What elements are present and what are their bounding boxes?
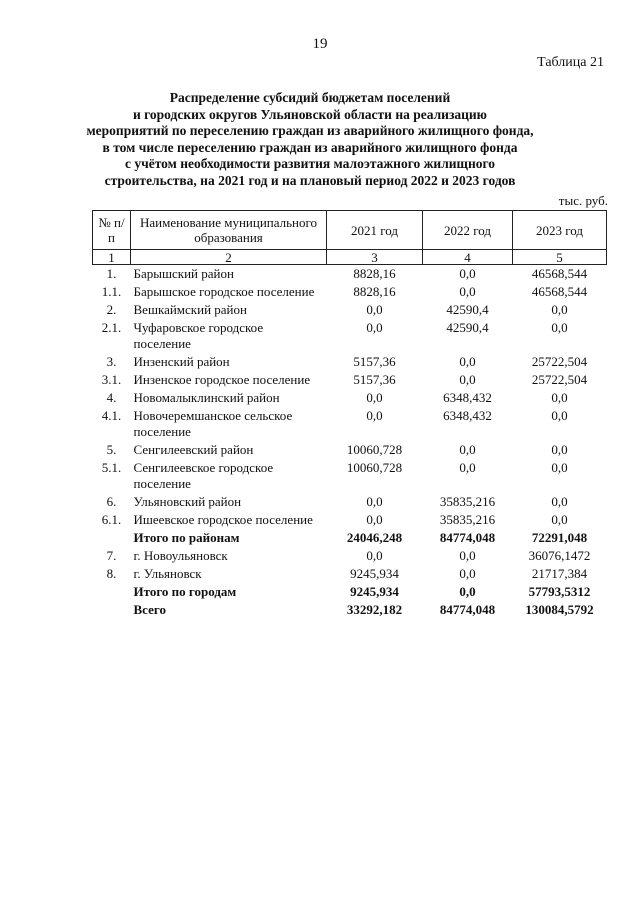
title-line: Распределение субсидий бюджетам поселений [169, 90, 451, 105]
value-2023: 0,0 [551, 494, 568, 509]
title-line: мероприятий по переселению граждан из аварийного жилищного фонда, [86, 123, 534, 138]
table-row [93, 601, 607, 619]
value-2021: 0,0 [366, 390, 383, 405]
municipality-name: Инзенское городское поселение [133, 372, 311, 387]
value-2022: 84774,048 [439, 530, 496, 545]
table-row [93, 407, 607, 441]
header-cell-number: № п/п [93, 211, 131, 250]
value-2022: 0,0 [459, 548, 476, 563]
table-label: Таблица 21 [537, 55, 604, 70]
row-number: 2. [106, 302, 117, 317]
value-2023: 0,0 [551, 408, 568, 423]
municipality-name: Итого по городам [133, 584, 237, 599]
value-2021: 9245,934 [350, 566, 399, 581]
title-line: и городских округов Ульяновской области на реализацию [132, 106, 488, 122]
value-2023: 0,0 [551, 442, 568, 457]
column-number: 3 [327, 250, 423, 265]
value-2021: 0,0 [366, 408, 383, 423]
row-number: 4.1. [101, 408, 122, 423]
value-2022: 35835,216 [439, 512, 496, 527]
document-title [60, 90, 560, 189]
value-2021: 10060,728 [346, 460, 403, 475]
table-row [93, 565, 607, 583]
table-row [93, 319, 607, 353]
value-2022: 0,0 [459, 566, 476, 581]
municipality-name: Сенгилеевский район [133, 442, 254, 457]
value-2021: 10060,728 [346, 442, 403, 457]
table-row [93, 529, 607, 547]
value-2023: 25722,504 [531, 354, 588, 369]
municipality-name: Барышское городское поселение [133, 284, 315, 299]
row-number: 2.1. [101, 320, 122, 335]
municipality-name: Ишеевское городское поселение [133, 512, 313, 527]
value-2022: 0,0 [459, 354, 476, 369]
row-number: 7. [106, 548, 117, 563]
table-row [93, 493, 607, 511]
municipality-name: г. Новоульяновск [133, 548, 228, 563]
value-2022: 6348,432 [443, 408, 492, 423]
municipality-name: Ульяновский район [133, 494, 242, 509]
municipality-name: Новомалыклинский район [133, 390, 280, 405]
value-2021: 5157,36 [353, 372, 396, 387]
table-body [93, 265, 607, 620]
row-number: 4. [106, 390, 117, 405]
table-row [93, 389, 607, 407]
table-row [93, 301, 607, 319]
value-2023: 25722,504 [531, 372, 588, 387]
table-row [93, 265, 607, 284]
value-2023: 57793,5312 [528, 584, 591, 599]
value-2021: 33292,182 [346, 602, 403, 617]
row-number [93, 583, 131, 601]
row-number: 5. [106, 442, 117, 457]
municipality-name: Вешкаймский район [133, 302, 247, 317]
value-2022: 0,0 [459, 442, 476, 457]
value-2022: 42590,4 [446, 320, 489, 335]
municipality-name: г. Ульяновск [133, 566, 202, 581]
value-2021: 0,0 [366, 494, 383, 509]
value-2021: 0,0 [366, 302, 383, 317]
value-2023: 46568,544 [531, 266, 588, 281]
value-2023: 0,0 [551, 302, 568, 317]
header-cell-2023: 2023 год [513, 211, 607, 250]
header-cell-2021: 2021 год [327, 211, 423, 250]
value-2023: 0,0 [551, 460, 568, 475]
value-2023: 0,0 [551, 390, 568, 405]
header-row [93, 211, 607, 250]
value-2022: 0,0 [459, 584, 476, 599]
municipality-name: Итого по районам [133, 530, 240, 545]
municipality-name: Новочеремшанское сельское поселение [133, 408, 293, 439]
header-cell-2022: 2022 год [423, 211, 513, 250]
value-2021: 0,0 [366, 320, 383, 335]
value-2023: 46568,544 [531, 284, 588, 299]
municipality-name: Барышский район [133, 266, 234, 281]
row-number: 1.1. [101, 284, 122, 299]
value-2022: 35835,216 [439, 494, 496, 509]
value-2022: 0,0 [459, 372, 476, 387]
value-2023: 130084,5792 [525, 602, 594, 617]
row-number [93, 601, 131, 619]
row-number: 6.1. [101, 512, 122, 527]
municipality-name: Инзенский район [133, 354, 230, 369]
value-2022: 42590,4 [446, 302, 489, 317]
row-number: 5.1. [101, 460, 122, 475]
column-number-row [93, 250, 607, 265]
municipality-name: Чуфаровское городское поселение [133, 320, 264, 351]
value-2023: 36076,1472 [528, 548, 591, 563]
row-number [93, 529, 131, 547]
table-row [93, 371, 607, 389]
value-2023: 0,0 [551, 320, 568, 335]
value-2021: 0,0 [366, 548, 383, 563]
value-2021: 24046,248 [346, 530, 403, 545]
table-row [93, 511, 607, 529]
value-2022: 0,0 [459, 266, 476, 281]
column-number: 5 [513, 250, 607, 265]
value-2021: 9245,934 [350, 584, 399, 599]
column-number: 2 [131, 250, 327, 265]
column-number: 1 [93, 250, 131, 265]
units-label: тыс. руб. [558, 193, 608, 208]
value-2022: 0,0 [459, 460, 476, 475]
row-number: 6. [106, 494, 117, 509]
value-2021: 5157,36 [353, 354, 396, 369]
value-2023: 21717,384 [531, 566, 588, 581]
page-number: 19 [312, 36, 328, 52]
municipality-name: Всего [133, 602, 166, 617]
table-row [93, 283, 607, 301]
column-number: 4 [423, 250, 513, 265]
value-2023: 0,0 [551, 512, 568, 527]
header-cell-name: Наименование муниципального образования [131, 211, 327, 250]
value-2022: 0,0 [459, 284, 476, 299]
value-2021: 8828,16 [353, 266, 396, 281]
value-2022: 6348,432 [443, 390, 492, 405]
table-row [93, 547, 607, 565]
table-row [93, 353, 607, 371]
row-number: 1. [106, 266, 117, 281]
title-line: строительства, на 2021 год и на плановый период 2022 и 2023 годов [104, 172, 516, 188]
table-row [93, 583, 607, 601]
row-number: 3.1. [101, 372, 122, 387]
subsidy-table [92, 210, 607, 619]
row-number: 8. [106, 566, 117, 581]
title-line: в том числе переселению граждан из аварийного жилищного фонда [102, 139, 518, 155]
title-line: с учётом необходимости развития малоэтажного жилищного [124, 156, 496, 171]
value-2021: 8828,16 [353, 284, 396, 299]
table-row [93, 441, 607, 459]
table-row [93, 459, 607, 493]
value-2021: 0,0 [366, 512, 383, 527]
municipality-name: Сенгилеевское городское поселение [133, 460, 274, 491]
value-2022: 84774,048 [439, 602, 496, 617]
value-2023: 72291,048 [531, 530, 588, 545]
row-number: 3. [106, 354, 117, 369]
